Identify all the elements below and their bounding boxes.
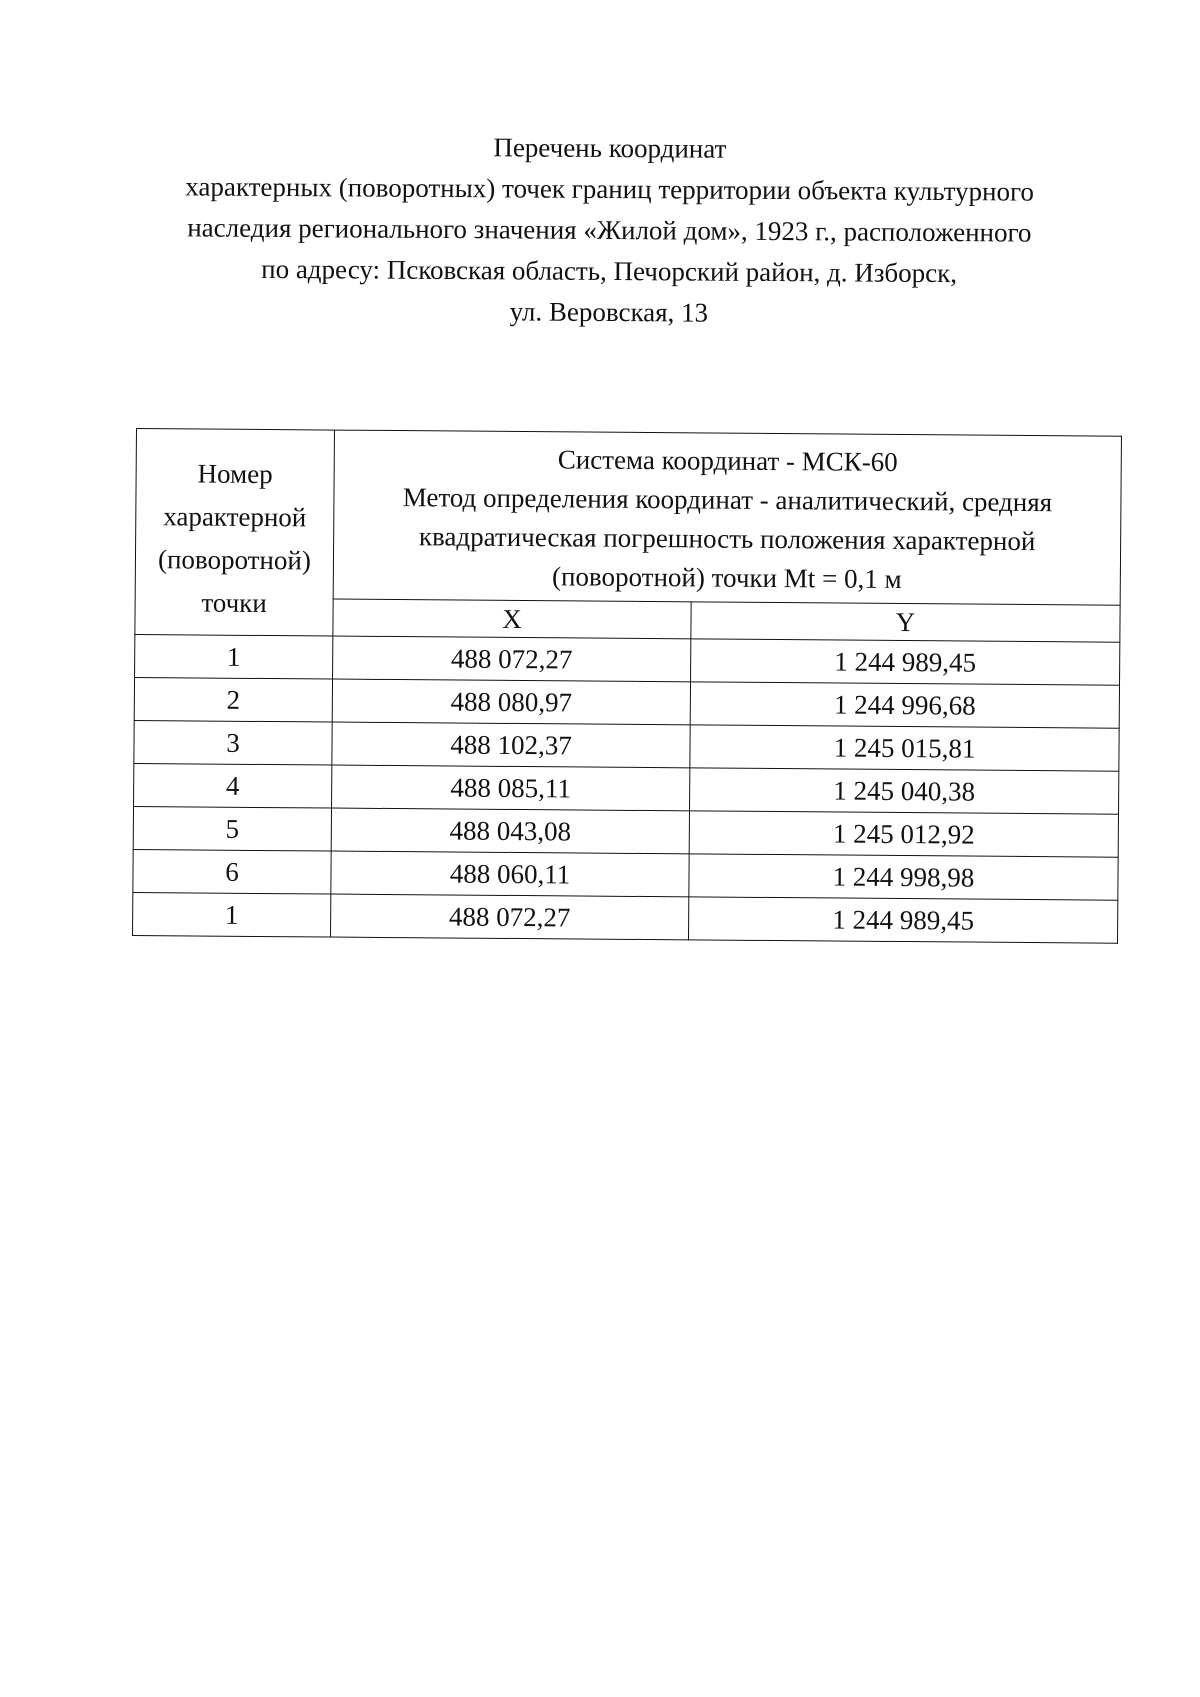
header-line: (поворотной) точки Mt = 0,1 м xyxy=(551,561,902,595)
point-number-cell: 2 xyxy=(134,677,332,722)
header-line: (поворотной) xyxy=(157,543,312,575)
x-value-cell: 488 072,27 xyxy=(333,636,691,682)
y-value-cell: 1 245 012,92 xyxy=(689,811,1118,857)
point-number-cell: 5 xyxy=(133,806,331,851)
x-column-header: X xyxy=(333,599,691,639)
y-value-cell: 1 245 040,38 xyxy=(690,768,1119,814)
x-value-cell: 488 043,08 xyxy=(331,808,689,854)
x-value-cell: 488 080,97 xyxy=(332,679,690,725)
table-row xyxy=(133,892,1118,943)
header-line: точки xyxy=(201,587,267,618)
table-row xyxy=(135,634,1120,685)
table-row xyxy=(133,849,1118,900)
table-row xyxy=(134,720,1119,771)
point-number-cell: 6 xyxy=(133,849,331,894)
heading-line: ул. Веровская, 13 xyxy=(509,296,709,328)
table-header-row xyxy=(135,429,1121,606)
y-value-cell: 1 244 989,45 xyxy=(688,897,1117,943)
heading-line: наследия регионального значения «Жилой дом», 1923 г., расположенного xyxy=(187,212,1032,248)
coordinates-table-wrapper xyxy=(132,428,1121,944)
x-value-cell: 488 102,37 xyxy=(332,722,690,768)
heading-line: Перечень координат xyxy=(493,132,727,164)
x-value-cell: 488 085,11 xyxy=(332,765,690,811)
x-value-cell: 488 060,11 xyxy=(331,851,689,897)
table-row xyxy=(134,677,1119,728)
heading-line: по адресу: Псковская область, Печорский район, д. Изборск, xyxy=(261,253,958,289)
document-heading xyxy=(149,125,1070,336)
point-number-cell: 1 xyxy=(135,634,333,679)
y-value-cell: 1 245 015,81 xyxy=(690,725,1119,771)
header-line: характерной xyxy=(163,500,307,532)
point-number-cell: 4 xyxy=(134,763,332,808)
point-number-cell: 1 xyxy=(133,892,331,937)
y-column-header: Y xyxy=(691,602,1120,642)
header-line: Система координат - МСК-60 xyxy=(557,444,898,477)
coordinates-table xyxy=(132,428,1122,944)
header-line: квадратическая погрешность положения характерной xyxy=(418,521,1036,557)
header-line: Метод определения координат - аналитический, средняя xyxy=(402,482,1053,518)
x-value-cell: 488 072,27 xyxy=(331,894,689,940)
header-line: Номер xyxy=(197,457,273,489)
y-value-cell: 1 244 996,68 xyxy=(690,682,1119,728)
table-row xyxy=(134,763,1119,814)
coordinate-system-header xyxy=(333,430,1121,605)
table-row xyxy=(133,806,1118,857)
heading-line: характерных (поворотных) точек границ территории объекта культурного xyxy=(185,171,1035,207)
point-number-header xyxy=(135,429,335,637)
point-number-cell: 3 xyxy=(134,720,332,765)
y-value-cell: 1 244 998,98 xyxy=(689,854,1118,900)
y-value-cell: 1 244 989,45 xyxy=(691,639,1120,685)
